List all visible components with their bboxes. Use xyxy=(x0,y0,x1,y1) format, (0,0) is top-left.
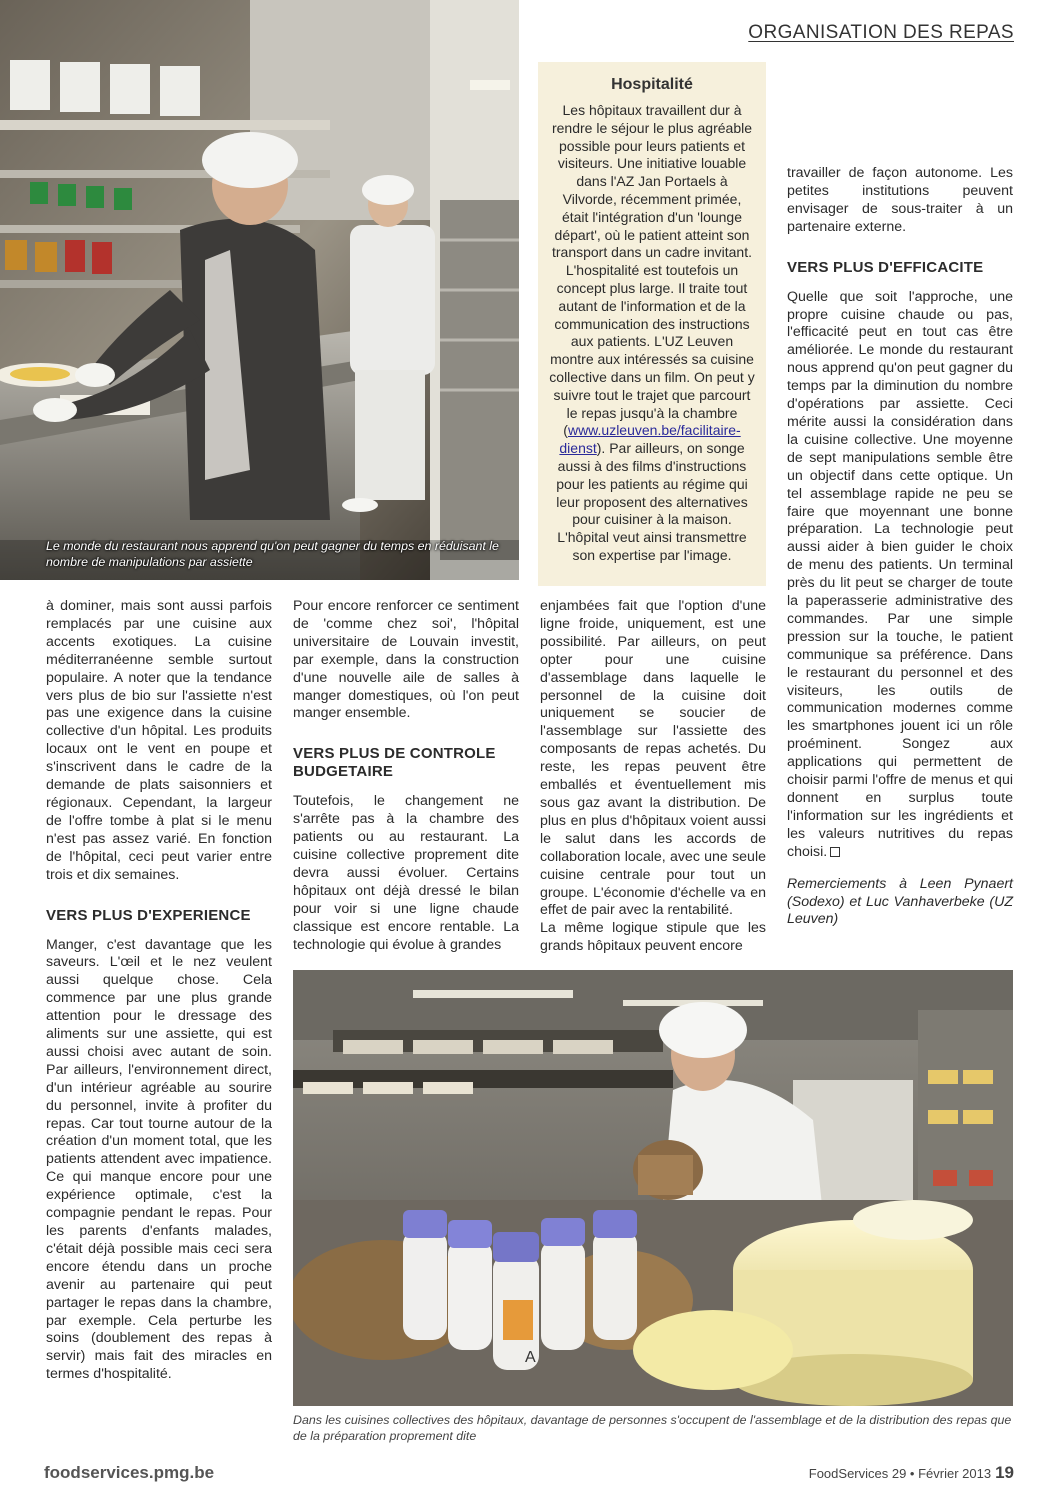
end-of-article-icon xyxy=(830,847,840,857)
assembly-kitchen-illustration xyxy=(293,970,1013,1406)
col4-heading-efficacite: VERS PLUS D'EFFICACITE xyxy=(787,258,984,276)
sidebar-title: Hospitalité xyxy=(611,76,693,93)
section-header: ORGANISATION DES REPAS xyxy=(748,22,1014,43)
col1-paragraph-2: Manger, c'est davantage que les saveurs. L'œil et le nez veulent aussi quelque chose. Cela commence par une plus grande attention pour le dressage des aliments sur une assiette, qui est aussi choisi avec autant de soin. Par ailleurs, l'environnement direct, d'un intérieur agréable au sourire du personnel, invite à profiter du repas. Car tout tourne autour de la création d'un moment total, que les patients attendent avec impatience. Ce qui manque encore pour une expérience optimale, c'est la compagnie pendant le repas. Pour les parents d'enfants malades, c'était déjà possible mais ceci sera encore étendu dans un proche avenir au partenaire qui peut partager le repas dans la chambre, par exemple. Cela perturbe les soins (doublement des repas à servir) mais fait des miracles en termes d'hospitalité. xyxy=(46,936,272,1383)
col2-paragraph-2: Toutefois, le changement ne s'arrête pas à la chambre des patients ou au restaurant. La cuisine collective proprement dite devra aussi évoluer. Certains hôpitaux ont déjà dressé le bilan pour voir si une ligne chaude classique est encore rentable. La technologie qui évolue à grandes xyxy=(293,793,519,953)
col2-paragraph-1: Pour encore renforcer ce sentiment de 'comme chez soi', l'hôpital universitaire de Louvain investit, par exemple, dans la construction d'une nouvelle aile de salles à manger domestiques, où l'on peut manger ensemble. xyxy=(293,598,519,722)
top-kitchen-photo xyxy=(0,0,519,580)
column-4 xyxy=(787,165,1013,929)
page-number: 19 xyxy=(995,1463,1014,1482)
col1-heading-experience: VERS PLUS D'EXPERIENCE xyxy=(46,906,251,924)
kitchen-line-illustration xyxy=(0,0,519,580)
col4-paragraph-2 xyxy=(787,289,1013,862)
col4-paragraph-2-text: Quelle que soit l'approche, une propre cuisine chaude ou pas, l'efficacité peut en tout cas être améliorée. Le monde du restaurant nous apprend qu'on peut gagner du temps par la diminution du nombre d'opérations par assiette. Ceci mérite aussi la considération dans la cuisine collective. Une moyenne de sept manipulations semble être un objectif dans cette optique. Un tel assemblage rapide ne peu se faire que moyennant une bonne préparation. La technologie peut aussi aider à bien guider le choix de menu des patients. Un terminal près du lit peut se charger de toute la paperasserie administrative des commandes. Par une simple pression sur la touche, le patient communique sa préférence. Dans le restaurant du personnel et des visiteurs, les outils de communication modernes comme les smartphones jouent ici un rôle proéminent. Songez aux applications qui permettent de choisir parmi l'offre de menus et qui donnent en surplus toute l'information sur les ingrédients et les valeurs nutritives du repas choisi. xyxy=(787,288,1013,860)
acknowledgements: Remerciements à Leen Pynaert (Sodexo) et Luc Vanhaverbeke (UZ Leuven) xyxy=(787,875,1013,928)
footer-issue xyxy=(809,1463,1014,1483)
bottle-label-a: A xyxy=(525,1349,536,1366)
column-3 xyxy=(540,598,766,956)
column-1 xyxy=(46,598,272,1384)
bottom-kitchen-photo xyxy=(293,970,1013,1406)
col2-heading-budgetaire: VERS PLUS DE CONTROLE BUDGETAIRE xyxy=(293,745,496,781)
col4-paragraph-1: travailler de façon autonome. Les petites institutions peuvent envisager de sous-traiter à un partenaire externe. xyxy=(787,165,1013,235)
sidebar-text xyxy=(548,102,756,565)
uzleuven-link[interactable]: www.uzleuven.be/facilitaire-dienst xyxy=(559,422,741,457)
footer-issue-text: FoodServices 29 • Février 2013 xyxy=(808,1466,992,1481)
bottom-photo-caption: Dans les cuisines collectives des hôpitaux, davantage de personnes s'occupent de l'assemblage et de la distribution des repas que de la préparation proprement dite xyxy=(293,1413,1012,1443)
hospitality-sidebar xyxy=(538,62,766,586)
footer-website: foodservices.pmg.be xyxy=(44,1463,215,1482)
sidebar-text-after-link: ). Par ailleurs, on songe aussi à des films d'instructions pour les patients au régime qui leur proposent des alternatives pour cuisiner à la maison. L'hôpital veut ainsi transmettre son expertise par l'image. xyxy=(556,440,748,563)
top-photo-caption: Le monde du restaurant nous apprend qu'on peut gagner du temps en réduisant le nombre de manipulations par assiette xyxy=(46,539,499,569)
column-2 xyxy=(293,598,519,955)
col3-paragraph-1: enjambées fait que l'option d'une ligne froide, uniquement, est une possibilité. Par ailleurs, on peut opter pour une cuisine d'assemblage dans laquelle le personnel de la cuisine doit uniquement se soucier de l'assemblage sur l'assiette des composants de repas achetés. Du reste, les repas peuvent être emballés et éventuellement mis sous gaz avant la distribution. De plus en plus d'hôpitaux voient aussi le salut dans les accords de collaboration locale, avec une seule cuisine centrale pour tout un groupe. L'économie d'échelle va en effet de pair avec la rentabilité. xyxy=(540,598,766,919)
sidebar-text-before-link: Les hôpitaux travaillent dur à rendre le séjour le plus agréable possible pour leurs patients et visiteurs. Une initiative louable dans l'AZ Jan Portaels à Vilvorde, récemment primée, était l'intégration d'un 'lounge départ', où le patient atteint son transport dans un cadre invitant. L'hospitalité est toutefois un concept plus large. Il traite tout autant de l'information et de la communication des instructions aux patients. L'UZ Leuven montre aux intéressés sa cuisine collective dans un film. On peut y suivre tout le trajet que parcourt le repas jusqu'à la chambre ( xyxy=(549,102,755,439)
col3-paragraph-2: La même logique stipule que les grands hôpitaux peuvent encore xyxy=(540,920,766,955)
col1-paragraph-1: à dominer, mais sont aussi parfois remplacés par une cuisine aux accents exotiques. La cuisine méditerranéenne semble surtout populaire. A noter que la tendance vers plus de bio sur l'assiette n'est pas une exigence dans la cuisine collective d'un hôpital. Les produits locaux ont le vent en poupe et s'inscrivent dans le cadre de la demande de plats saisonniers et régionaux. Cependant, la largeur de l'offre tombe à plat si le menu n'est pas assez varié. En fonction de l'hôpital, ceci peut varier entre trois et dix semaines. xyxy=(46,598,272,883)
